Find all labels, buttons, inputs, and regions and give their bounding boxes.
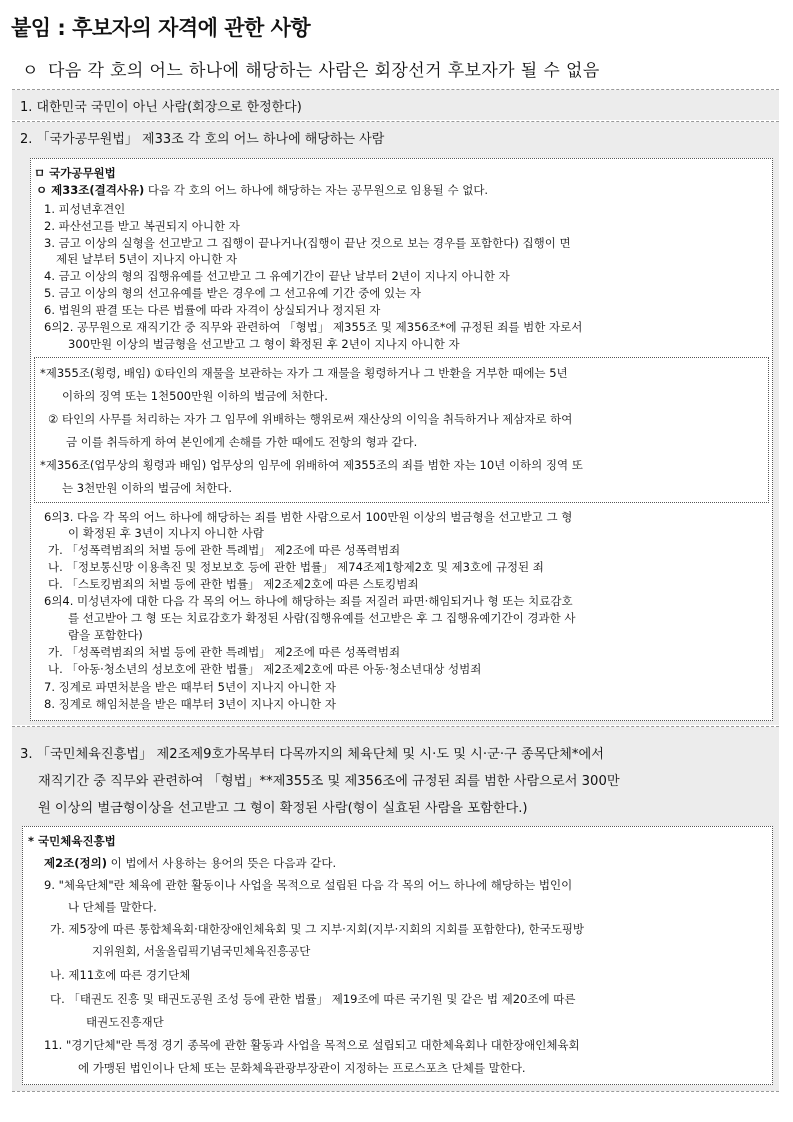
item3-line: 3. 「국민체육진흥법」 제2조제9호가목부터 다목까지의 체육단체 및 시·도 및 시·군·구 종목단체*에서 xyxy=(20,747,604,762)
law1-line: 나. 「정보통신망 이용촉진 및 정보보호 등에 관한 법률」 제74조제1항제2호 및 제3호에 규정된 죄 xyxy=(48,560,544,574)
law1-line: 3. 금고 이상의 실형을 선고받고 그 집행이 끝나거나(집행이 끝난 것으로 보는 경우를 포함한다) 집행이 면 xyxy=(44,236,571,250)
law1-line: 8. 징계로 해임처분을 받은 때부터 3년이 지나지 아니한 자 xyxy=(44,697,336,711)
law1-heading: ㅁ 국가공무원법 xyxy=(34,166,116,180)
law1-line: 300만원 이상의 벌금형을 선고받고 그 형이 확정된 후 2년이 지나지 아니한 자 xyxy=(68,337,460,351)
lead-sentence xyxy=(22,56,600,81)
law1-line: 6의3. 다음 각 목의 어느 하나에 해당하는 죄를 범한 사람으로서 100만원 이상의 벌금형을 선고받고 그 형 xyxy=(44,510,573,524)
law1-line: 6의2. 공무원으로 재직기간 중 직무와 관련하여 「형법」 제355조 및 제356조*에 규정된 죄를 범한 자로서 xyxy=(44,320,583,334)
law1-line: 다. 「스토킹범죄의 처벌 등에 관한 법률」 제2조제2호에 따른 스토킹범죄 xyxy=(48,577,419,591)
item3-line: 원 이상의 벌금형이상을 선고받고 그 형이 확정된 사람(형이 실효된 사람을 포함한다.) xyxy=(38,801,528,816)
law2-line: 나. 제11호에 따른 경기단체 xyxy=(50,968,191,982)
item1-text: 1. 대한민국 국민이 아닌 사람(회장으로 한정한다) xyxy=(20,100,302,115)
law1-line: 가. 「성폭력범죄의 처벌 등에 관한 특례법」 제2조에 따른 성폭력범죄 xyxy=(48,645,401,659)
law1-line: 람을 포함한다) xyxy=(68,628,143,642)
law1-line: 5. 금고 이상의 형의 선고유예를 받은 경우에 그 선고유예 기간 중에 있는 자 xyxy=(44,286,421,300)
law1-article-rest: 다음 각 호의 어느 하나에 해당하는 자는 공무원으로 임용될 수 없다. xyxy=(144,183,489,197)
item3-line: 재직기간 중 직무와 관련하여 「형법」**제355조 및 제356조에 규정된 죄를 범한 사람으로서 300만 xyxy=(38,774,620,789)
note-line: 금 이를 취득하게 하여 본인에게 손해를 가한 때에도 전항의 형과 같다. xyxy=(66,435,418,449)
note-line: *제356조(업무상의 횡령과 배임) 업무상의 임무에 위배하여 제355조의 죄를 범한 자는 10년 이하의 징역 또 xyxy=(40,458,583,472)
law1-line: 7. 징계로 파면처분을 받은 때부터 5년이 지나지 아니한 자 xyxy=(44,680,336,694)
law2-line: 9. "체육단체"란 체육에 관한 활동이나 사업을 목적으로 설립된 다음 각 목의 어느 하나에 해당하는 법인이 xyxy=(44,878,573,892)
law1-line: 2. 파산선고를 받고 복권되지 아니한 자 xyxy=(44,219,240,233)
page-title: 붙임 : 후보자의 자격에 관한 사항 xyxy=(11,16,311,40)
law2-line: 지위원회, 서울올림픽기념국민체육진흥공단 xyxy=(92,944,311,958)
law2-article-rest: 이 법에서 사용하는 용어의 뜻은 다음과 같다. xyxy=(106,856,337,870)
law1-article xyxy=(36,183,488,197)
law1-line: 제된 날부터 5년이 지나지 아니한 자 xyxy=(56,252,238,266)
note-line: ② 타인의 사무를 처리하는 자가 그 임무에 위배하는 행위로써 재산상의 이익을 취득하거나 제삼자로 하여 xyxy=(48,412,573,426)
law1-line: 나. 「아동·청소년의 성보호에 관한 법률」 제2조제2호에 따른 아동·청소년대상 성범죄 xyxy=(48,662,482,676)
law1-line: 를 선고받아 그 형 또는 치료감호가 확정된 사람(집행유예를 선고받은 후 그 집행유예기간이 경과한 사 xyxy=(68,611,576,625)
law1-line: 가. 「성폭력범죄의 처벌 등에 관한 특례법」 제2조에 따른 성폭력범죄 xyxy=(48,543,401,557)
item2-text: 2. 「국가공무원법」 제33조 각 호의 어느 하나에 해당하는 사람 xyxy=(20,132,385,147)
law2-line: 가. 제5장에 따른 통합체육회·대한장애인체육회 및 그 지부·지회(지부·지회의 지회를 포함한다), 한국도핑방 xyxy=(50,922,585,936)
lead-bullet: ㅇ xyxy=(22,61,39,81)
law2-line: 11. "경기단체"란 특정 경기 종목에 관한 활동과 사업을 목적으로 설립되고 대한체육회나 대한장애인체육회 xyxy=(44,1038,580,1052)
law2-line: 태권도진흥재단 xyxy=(86,1015,164,1029)
law1-line: 4. 금고 이상의 형의 집행유예를 선고받고 그 유예기간이 끝난 날부터 2년이 지나지 아니한 자 xyxy=(44,269,510,283)
lead-text: 다음 각 호의 어느 하나에 해당하는 사람은 회장선거 후보자가 될 수 없음 xyxy=(48,61,600,81)
law2-article-title: 제2조(정의) xyxy=(44,856,107,870)
note-line: *제355조(횡령, 배임) ①타인의 재물을 보관하는 자가 그 재물을 횡령하거나 그 반환을 거부한 때에는 5년 xyxy=(40,366,568,380)
divider xyxy=(12,1091,779,1092)
law2-line: 나 단체를 말한다. xyxy=(68,900,157,914)
law1-article-title: ㅇ 제33조(결격사유) xyxy=(36,183,145,197)
law1-line: 이 확정된 후 3년이 지나지 아니한 사람 xyxy=(68,526,264,540)
law2-line: 에 가맹된 법인이나 단체 또는 문화체육관광부장관이 지정하는 프로스포츠 단체를 말한다. xyxy=(78,1061,526,1075)
law2-line: 다. 「태권도 진흥 및 태권도공원 조성 등에 관한 법률」 제19조에 따른 국기원 및 같은 법 제20조에 따른 xyxy=(50,992,576,1006)
note-line: 는 3천만원 이하의 벌금에 처한다. xyxy=(62,481,233,495)
law1-line: 6. 법원의 판결 또는 다른 법률에 따라 자격이 상실되거나 정지된 자 xyxy=(44,303,381,317)
law1-line: 1. 피성년후견인 xyxy=(44,202,126,216)
law2-article xyxy=(44,856,336,870)
note-line: 이하의 징역 또는 1천500만원 이하의 벌금에 처한다. xyxy=(62,389,328,403)
law1-line: 6의4. 미성년자에 대한 다음 각 목의 어느 하나에 해당하는 죄를 저질러 파면·해임되거나 형 또는 치료감호 xyxy=(44,594,573,608)
law2-heading: * 국민체육진흥법 xyxy=(28,834,116,848)
